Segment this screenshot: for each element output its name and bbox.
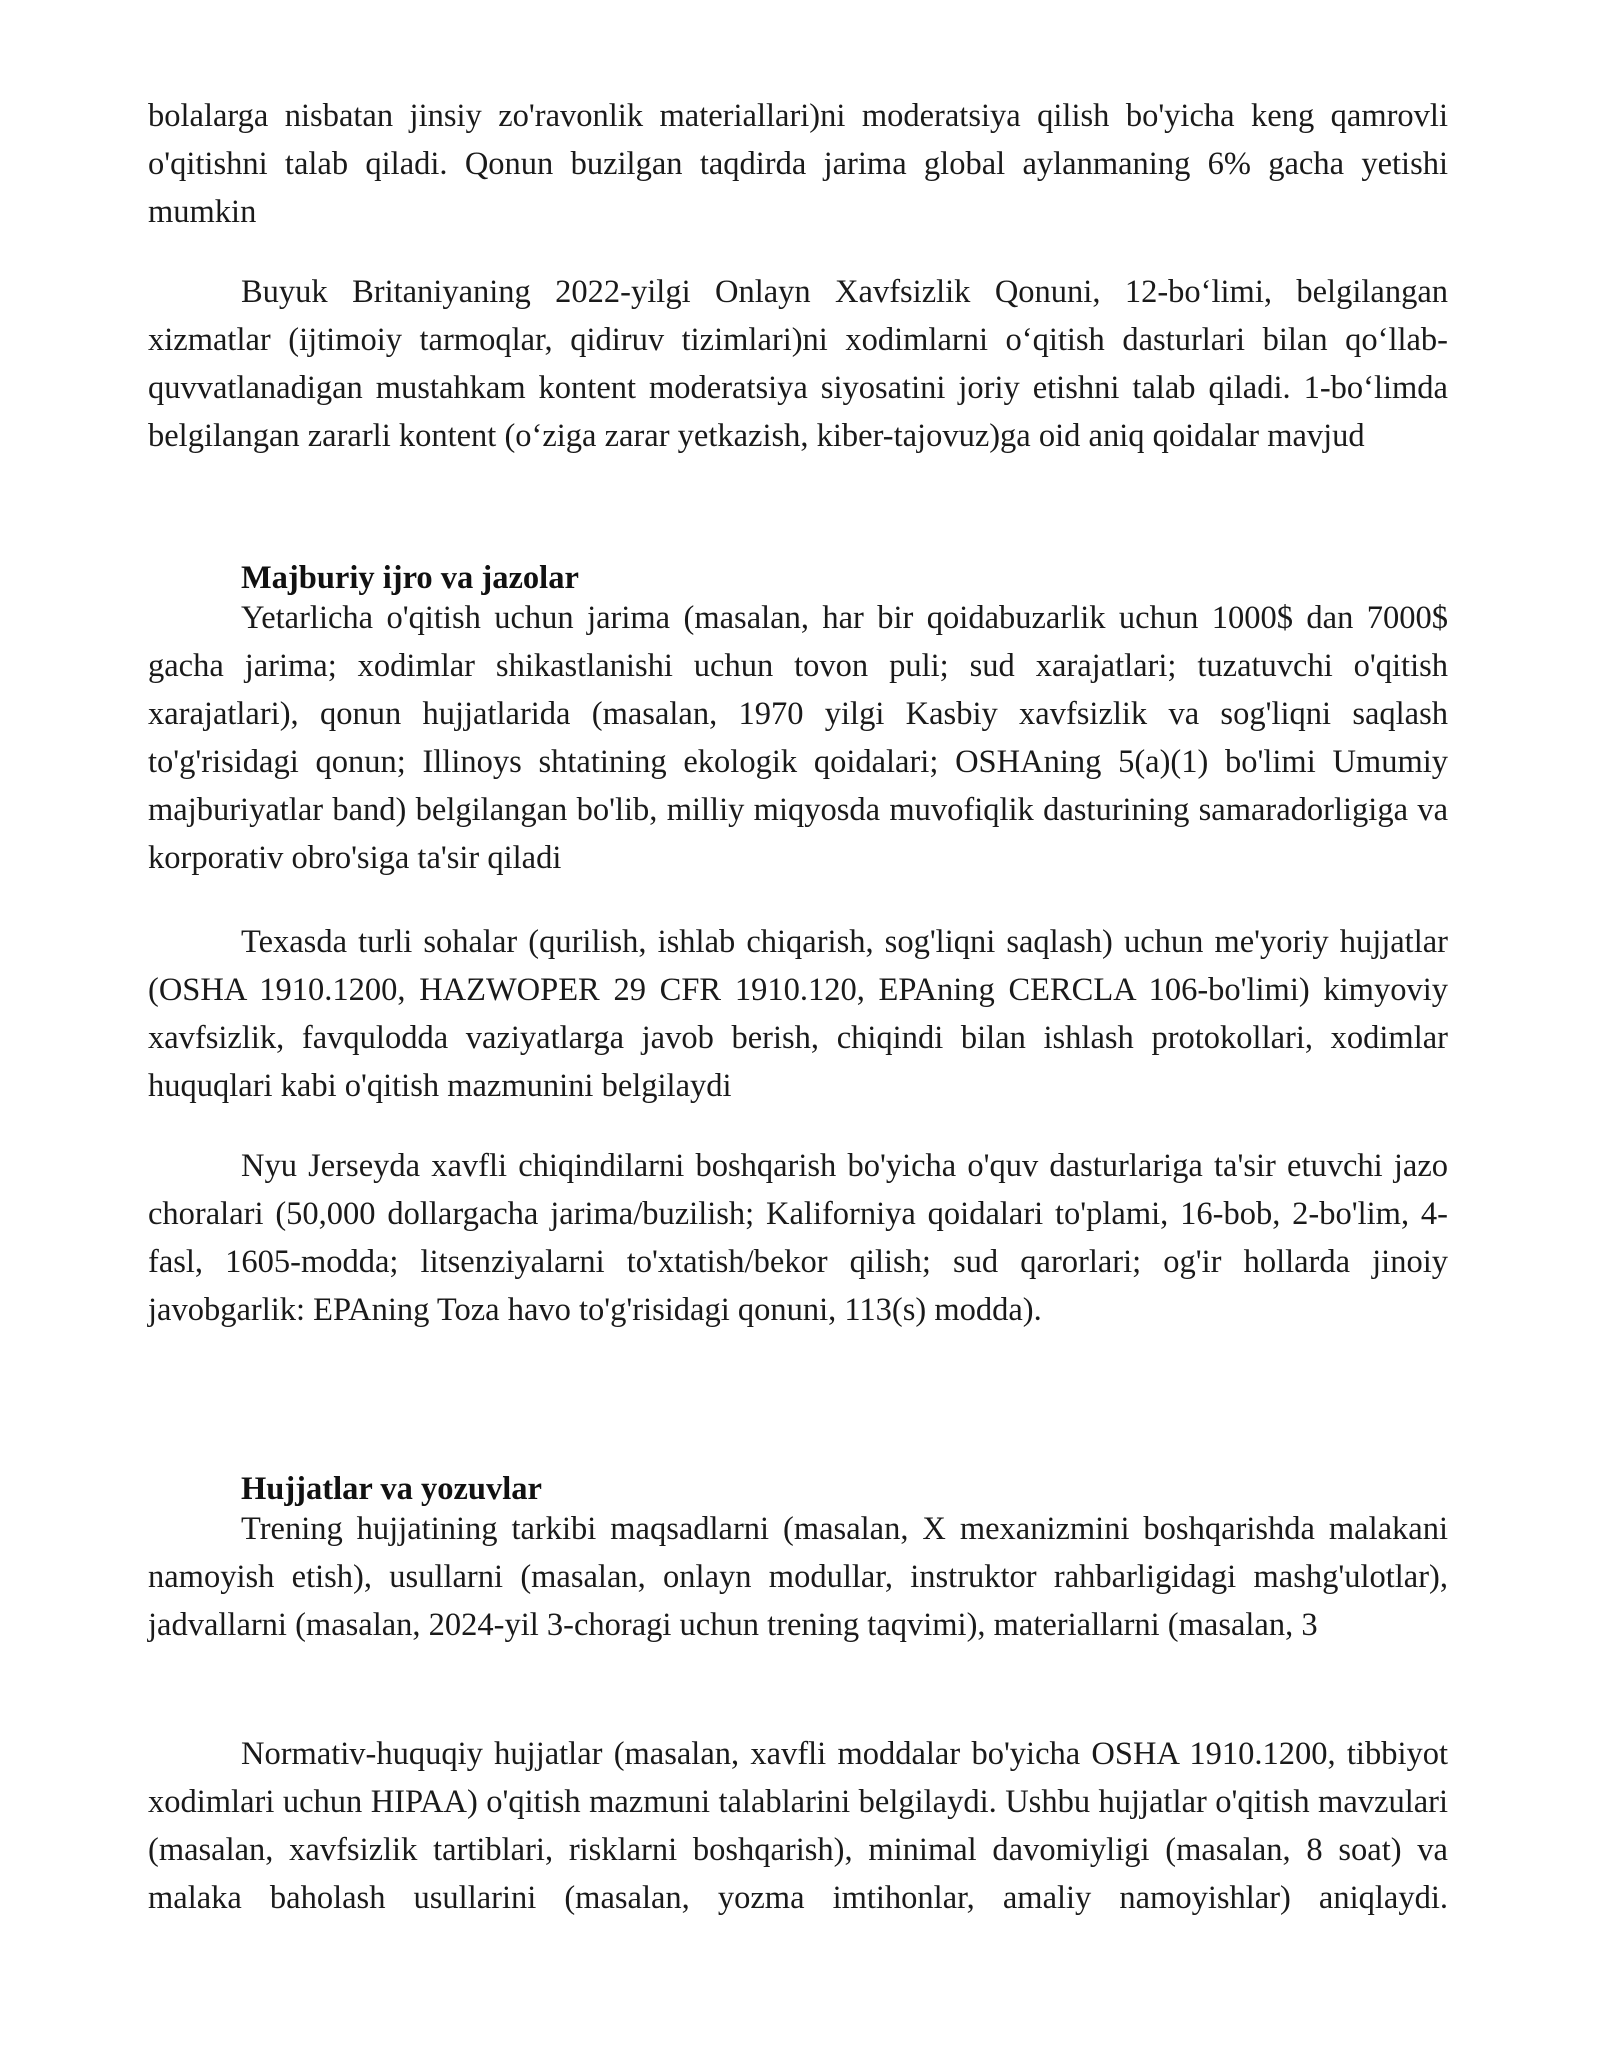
paragraph-uk-online-safety-act: Buyuk Britaniyaning 2022-yilgi Onlayn Xavfsizlik Qonuni, 12-bo‘limi, belgilangan xizmatlar (ijtimoiy tarmoqlar, qidiruv tizimlari)ni xodimlarni o‘qitish dasturlari bilan qo‘llab-quvvatlanadigan mustahkam kontent moderatsiya siyosatini joriy etishni talab qiladi. 1-bo‘limda belgilangan zararli kontent (o‘ziga zarar yetkazish, kiber-tajovuz)ga oid aniq qoidalar mavjud	[148, 274, 1448, 454]
heading-documents-records: Hujjatlar va yozuvlar	[241, 1471, 542, 1507]
paragraph-regulatory-documents: Normativ-huquqiy hujjatlar (masalan, xavfli moddalar bo'yicha OSHA 1910.1200, tibbiyot xodimlari uchun HIPAA) o'qitish mazmuni talablarini belgilaydi. Ushbu hujjatlar o'qitish mavzulari (masalan, xavfsizlik tartiblari, risklarni boshqarish), minimal davomiyligi (masalan, 8 soat) va malaka baholash usullarini (masalan, yozma imtihonlar, amaliy namoyishlar) aniqlaydi.	[148, 1736, 1448, 1916]
heading-enforcement-penalties: Majburiy ijro va jazolar	[241, 560, 579, 596]
paragraph-training-fines: Yetarlicha o'qitish uchun jarima (masalan, har bir qoidabuzarlik uchun 1000$ dan 7000$ gacha jarima; xodimlar shikastlanishi uchun tovon puli; sud xarajatlari; tuzatuvchi o'qitish xarajatlari), qonun hujjatlarida (masalan, 1970 yilgi Kasbiy xavfsizlik va sog'liqni saqlash to'g'risidagi qonun; Illinoys shtatining ekologik qoidalari; OSHAning 5(a)(1) bo'limi Umumiy majburiyatlar band) belgilangan bo'lib, milliy miqyosda muvofiqlik dasturining samaradorligiga va korporativ obro'siga ta'sir qiladi	[148, 600, 1448, 876]
paragraph-texas-regulations: Texasda turli sohalar (qurilish, ishlab chiqarish, sog'liqni saqlash) uchun me'yoriy hujjatlar (OSHA 1910.1200, HAZWOPER 29 CFR 1910.120, EPAning CERCLA 106-bo'limi) kimyoviy xavfsizlik, favqulodda vaziyatlarga javob berish, chiqindi bilan ishlash protokollari, xodimlar huquqlari kabi o'qitish mazmunini belgilaydi	[148, 924, 1448, 1104]
paragraph-moderation-training: bolalarga nisbatan jinsiy zo'ravonlik materiallari)ni moderatsiya qilish bo'yicha keng qamrovli o'qitishni talab qiladi. Qonun buzilgan taqdirda jarima global aylanmaning 6% gacha yetishi mumkin	[148, 98, 1448, 230]
paragraph-new-jersey-penalties: Nyu Jerseyda xavfli chiqindilarni boshqarish bo'yicha o'quv dasturlariga ta'sir etuvchi jazo choralari (50,000 dollargacha jarima/buzilish; Kaliforniya qoidalari to'plami, 16-bob, 2-bo'lim, 4-fasl, 1605-modda; litsenziyalarni to'xtatish/bekor qilish; sud qarorlari; og'ir hollarda jinoiy javobgarlik: EPAning Toza havo to'g'risidagi qonuni, 113(s) modda).	[148, 1148, 1448, 1328]
paragraph-training-documentation: Trening hujjatining tarkibi maqsadlarni (masalan, X mexanizmini boshqarishda malakani namoyish etish), usullarni (masalan, onlayn modullar, instruktor rahbarligidagi mashg'ulotlar), jadvallarni (masalan, 2024-yil 3-choragi uchun trening taqvimi), materiallarni (masalan, 3	[148, 1511, 1448, 1643]
